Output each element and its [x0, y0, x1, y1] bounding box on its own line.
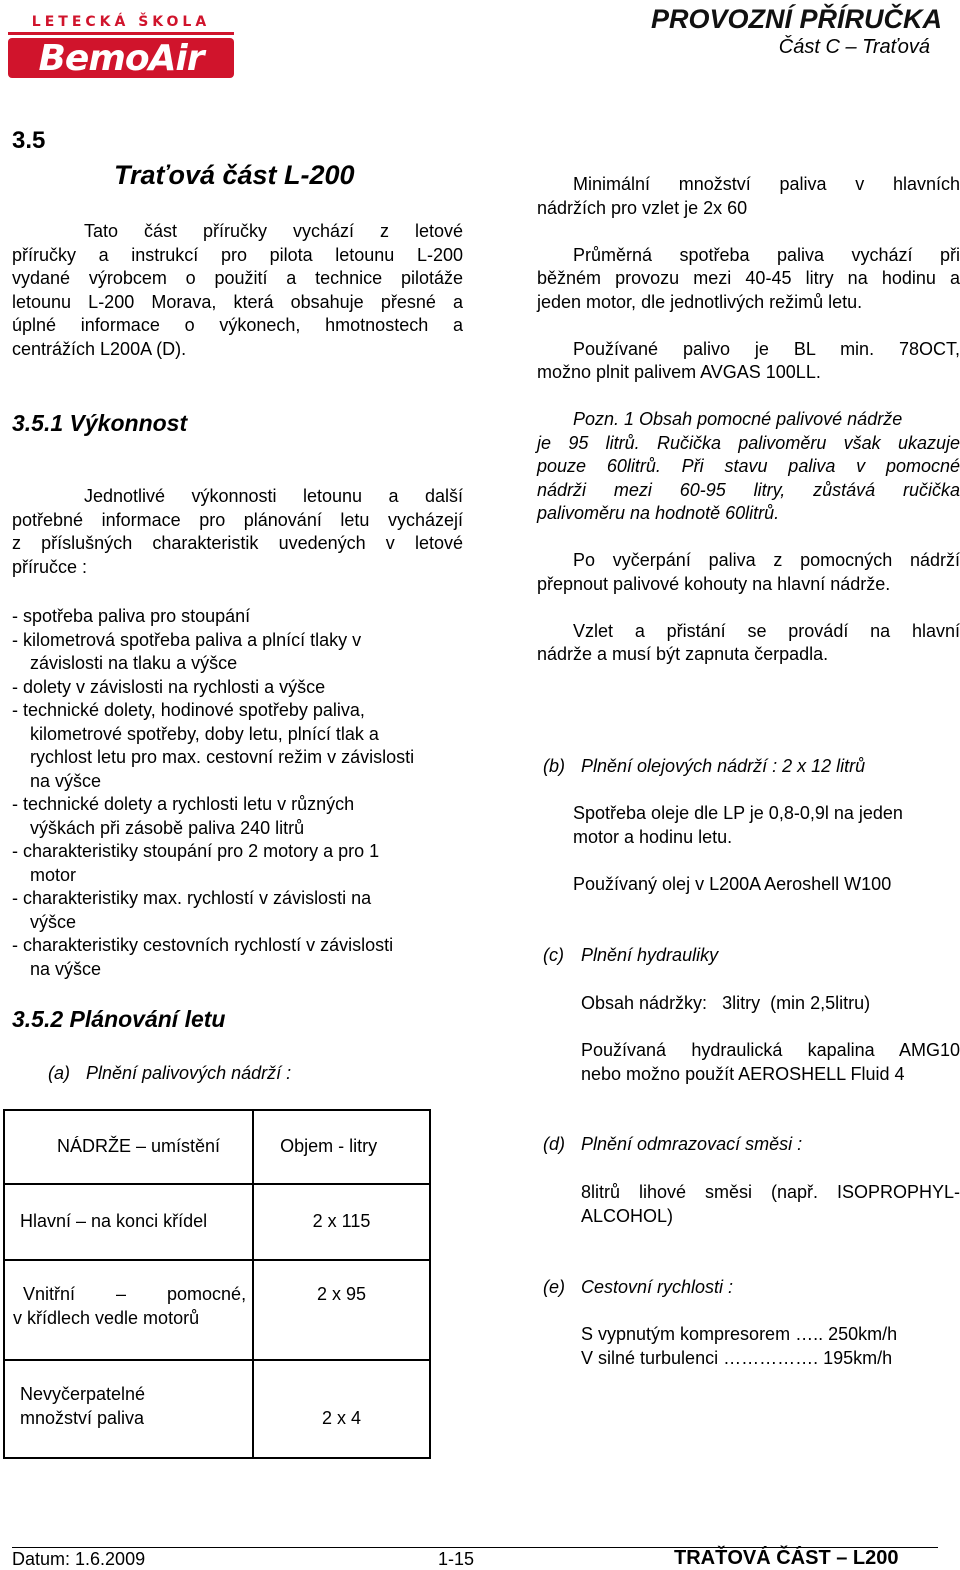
- list-item: rychlost letu pro max. cestovní režim v závislosti: [30, 747, 415, 767]
- text-line: Vzlet a přistání se provádí na hlavní: [573, 620, 960, 641]
- oil-type: Používaný olej v L200A Aeroshell W100: [573, 874, 892, 894]
- fuel-tanks-title: Plnění palivových nádrží :: [86, 1063, 292, 1083]
- text-line: Používané palivo je BL min. 78OCT,: [573, 338, 960, 359]
- text-line: z příslušných charakteristik uvedených v letové: [12, 533, 463, 553]
- list-item: - charakteristiky max. rychlostí v závislosti na: [12, 888, 372, 908]
- section-title: Traťová část L-200: [114, 160, 355, 190]
- fuel-tank-table: [3, 1109, 431, 1459]
- text-line: potřebné informace pro plánování letu vycházejí: [12, 509, 463, 530]
- table-header-row: [4, 1110, 430, 1184]
- cell-text: v křídlech vedle motorů: [13, 1307, 200, 1328]
- text-line: přepnout palivové kohouty na hlavní nádrže.: [537, 573, 891, 594]
- school-logo: [8, 10, 238, 79]
- text-line: Používaná hydraulická kapalina AMG10: [581, 1040, 960, 1060]
- list-item: - dolety v závislosti na rychlosti a výšce: [12, 676, 326, 697]
- text-line: nebo možno použít AEROSHELL Fluid 4: [581, 1063, 905, 1084]
- table-cell-location: Hlavní – na konci křídel: [4, 1184, 253, 1260]
- table-cell-location: [4, 1360, 253, 1458]
- footer-date: Datum: 1.6.2009: [12, 1549, 146, 1569]
- subsection-heading-planning: 3.5.2 Plánování letu: [12, 1006, 226, 1032]
- deicing-title: Plnění odmrazovací směsi :: [581, 1134, 803, 1154]
- cell-text: množství paliva: [20, 1407, 145, 1428]
- performance-paragraph: [12, 485, 463, 579]
- speeds-title: Cestovní rychlosti :: [581, 1277, 734, 1297]
- list-item: výškách při zásobě paliva 240 litrů: [30, 817, 305, 838]
- logo-divider: [8, 32, 234, 35]
- list-item: závislosti na tlaku a výšce: [30, 653, 238, 673]
- table-cell-volume: 2 x 95: [253, 1260, 430, 1360]
- list-item: motor: [30, 864, 77, 885]
- cell-text: Nevyčerpatelné: [20, 1384, 146, 1404]
- list-item: na výšce: [30, 770, 102, 791]
- table-header-location: NÁDRŽE – umístění: [4, 1110, 253, 1184]
- text-line: příručce :: [12, 556, 88, 577]
- table-row: [4, 1260, 430, 1360]
- speed-no-compressor: S vypnutým kompresorem ….. 250km/h: [581, 1324, 898, 1344]
- oil-label: (b): [543, 756, 565, 776]
- list-item: kilometrové spotřeby, doby letu, plnící tlak a: [30, 723, 379, 744]
- cell-text: Vnitřní: [23, 1284, 76, 1304]
- text-line: Průměrná spotřeba paliva vychází při: [573, 244, 960, 265]
- text-line: motor a hodinu letu.: [573, 826, 733, 847]
- text-line: Po vyčerpání paliva z pomocných nádrží: [573, 550, 960, 570]
- text-line: ALCOHOL): [581, 1205, 674, 1226]
- hydraulics-fluid: [581, 1039, 960, 1086]
- oil-title: Plnění olejových nádrží : 2 x 12 litrů: [581, 756, 866, 776]
- list-item: - technické dolety a rychlosti letu v různých: [12, 794, 355, 814]
- list-item: výšce: [30, 911, 77, 932]
- note-line: je 95 litrů. Ručička palivoměru však ukazuje: [537, 432, 960, 453]
- performance-list: [12, 605, 462, 981]
- table-cell-volume: 2 x 4: [253, 1360, 430, 1458]
- deicing-label: (d): [543, 1134, 565, 1154]
- manual-title: PROVOZNÍ PŘÍRUČKA: [650, 4, 942, 34]
- text-line: Jednotlivé výkonnosti letounu a další: [84, 486, 463, 506]
- text-line: nádrže a musí být zapnuta čerpadla.: [537, 644, 829, 664]
- right-column: [537, 173, 960, 667]
- text-line: běžném provozu mezi 40-45 litry na hodinu a: [537, 268, 960, 288]
- fuel-tanks-label: (a): [48, 1063, 70, 1083]
- logo-top-text: LETECKÁ ŠKOLA: [31, 14, 211, 30]
- text-line: letounu L-200 Morava, která obsahuje přesné a: [12, 291, 463, 312]
- list-item: - kilometrová spotřeba paliva a plnící tlaky v: [12, 629, 362, 650]
- logo-brand: BemoAir: [8, 38, 234, 78]
- list-item: - charakteristiky cestovních rychlostí v závislosti: [12, 935, 394, 955]
- table-cell-location: [4, 1260, 253, 1360]
- speeds-label: (e): [543, 1277, 565, 1297]
- text-line: Minimální množství paliva v hlavních: [573, 174, 960, 194]
- hydraulics-title: Plnění hydrauliky: [581, 945, 719, 965]
- footer-title: TRAŤOVÁ ČÁST – L200: [674, 1547, 899, 1569]
- list-item: - technické dolety, hodinové spotřeby paliva,: [12, 700, 365, 720]
- text-line: jeden motor, dle jednotlivých režimů letu.: [537, 291, 863, 312]
- text-line: Tato část příručky vychází z letové: [84, 221, 463, 241]
- text-line: úplné informace o výkonech, hmotnostech a: [12, 315, 463, 335]
- text-line: Spotřeba oleje dle LP je 0,8-0,9l na jeden: [573, 803, 903, 823]
- text-line: vydané výrobcem o použití a technice pilotáže: [12, 268, 463, 288]
- table-row: [4, 1184, 430, 1260]
- list-item: - charakteristiky stoupání pro 2 motory a pro 1: [12, 841, 380, 861]
- note-line: palivoměru na hodnotě 60litrů.: [537, 503, 780, 523]
- speed-turbulence: V silné turbulenci ……………. 195km/h: [581, 1348, 893, 1368]
- deicing-paragraph: [581, 1181, 960, 1228]
- text-line: centrážích L200A (D).: [12, 338, 187, 359]
- table-header-volume: Objem - litry: [253, 1110, 430, 1184]
- table-cell-volume: 2 x 115: [253, 1184, 430, 1260]
- oil-paragraph: [573, 802, 960, 849]
- text-line: 8litrů lihové směsi (např. ISOPROPHYL-: [581, 1182, 960, 1202]
- text-line: příručky a instrukcí pro pilota letounu L-200: [12, 244, 463, 265]
- hydraulics-label: (c): [543, 945, 564, 965]
- cell-text: –: [116, 1284, 127, 1304]
- section-number: 3.5: [12, 127, 46, 154]
- text-line: možno plnit palivem AVGAS 100LL.: [537, 362, 821, 382]
- note-line: pouze 60litrů. Při stavu paliva v pomocné: [537, 456, 960, 476]
- subsection-heading-performance: 3.5.1 Výkonnost: [12, 410, 188, 436]
- list-item: - spotřeba paliva pro stoupání: [12, 606, 251, 626]
- cell-text: pomocné,: [167, 1284, 247, 1304]
- hydraulics-capacity: Obsah nádržky: 3litry (min 2,5litru): [581, 993, 871, 1013]
- footer-page-number: 1-15: [438, 1549, 475, 1569]
- table-row: [4, 1360, 430, 1458]
- text-line: nádržích pro vzlet je 2x 60: [537, 197, 748, 218]
- manual-part: Část C – Traťová: [778, 36, 930, 58]
- note-line: nádrži mezi 60-95 litry, zůstává ručička: [537, 479, 960, 500]
- intro-paragraph: [12, 220, 463, 361]
- list-item: na výšce: [30, 958, 102, 979]
- note-line: Pozn. 1 Obsah pomocné palivové nádrže: [573, 409, 903, 429]
